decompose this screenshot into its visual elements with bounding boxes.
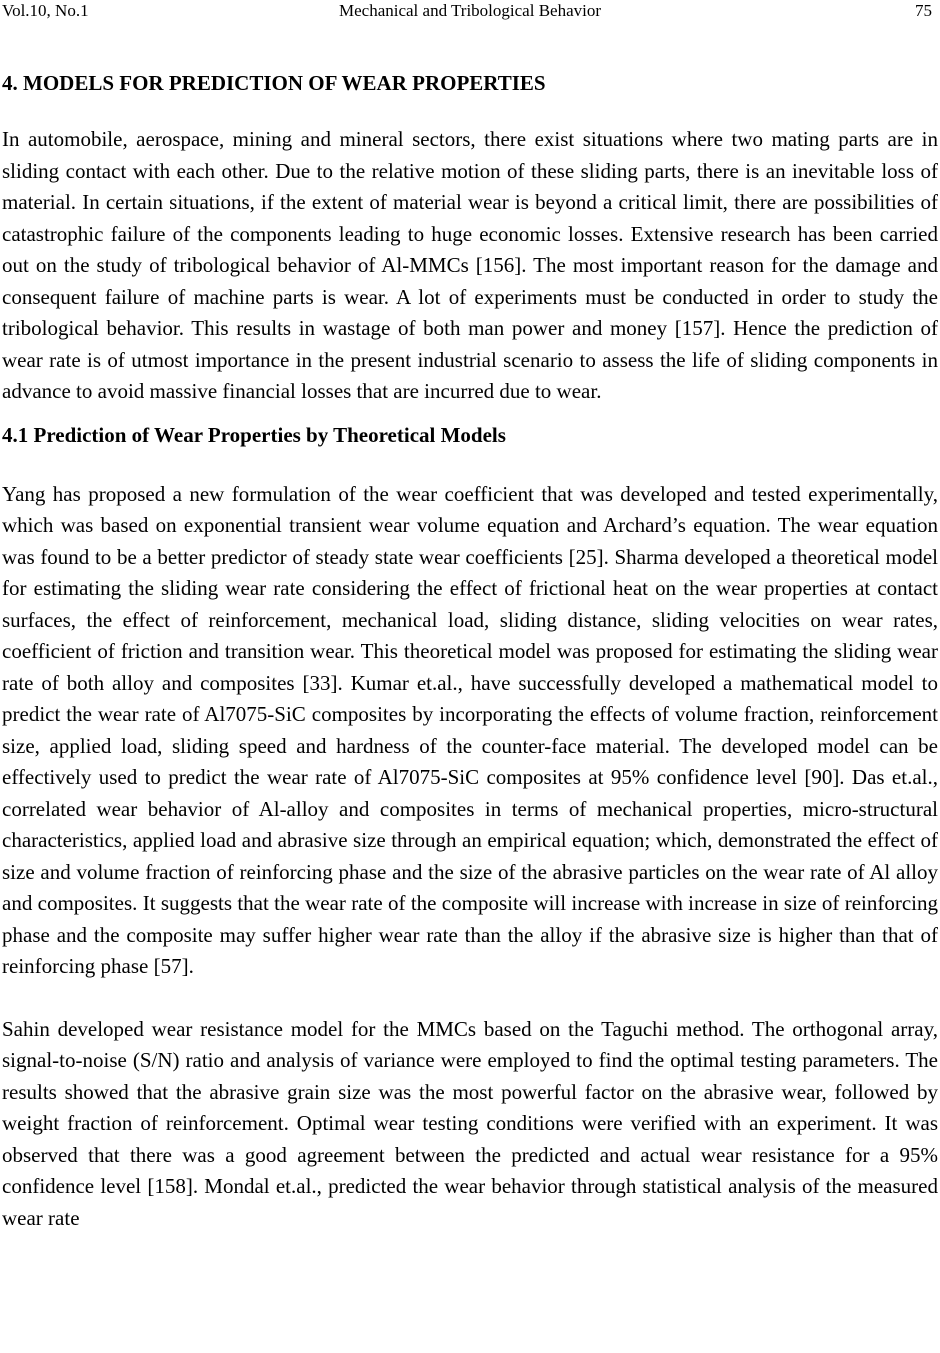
subsection-paragraph: Sahin developed wear resistance model for the MMCs based on the Taguchi method. The orthogonal array, signal-to-noise (S/N) ratio and analysis of variance were employed to find the optimal testing parameters. The results showed that the abrasive grain size was the most powerful factor on the abrasive wear, followed by weight fraction of reinforcement. Optimal wear testing conditions were verified with an experiment. It was observed that there was a good agreement between the predicted and actual wear resistance for a 95% confidence level [158]. Mondal et.al., predicted the wear behavior through statistical analysis of the measured wear rate: [2, 1016, 938, 1230]
section-paragraph: In automobile, aerospace, mining and mineral sectors, there exist situations where two mating parts are in sliding contact with each other. Due to the relative motion of these sliding parts, there is an inevitable loss of material. In certain situations, if the extent of material wear is beyond a critical limit, there are possibilities of catastrophic failure of the components leading to huge economic losses. Extensive research has been carried out on the study of tribological behavior of Al-MMCs [156]. The most important reason for the damage and consequent failure of machine parts is wear. A lot of experiments must be conducted in order to study the tribological behavior. This results in wastage of both man power and money [157]. Hence the prediction of wear rate is of utmost importance in the present industrial scenario to assess the life of sliding components in advance to avoid massive financial losses that are incurred due to wear.: [2, 127, 938, 403]
subsection-heading: 4.1 Prediction of Wear Properties by Theoretical Models: [2, 422, 506, 447]
section-heading: 4. MODELS FOR PREDICTION OF WEAR PROPERTIES: [2, 71, 546, 95]
volume-label: Vol.10, No.1: [2, 1, 89, 20]
page-number: 75: [915, 1, 932, 20]
journal-title: Mechanical and Tribological Behavior: [338, 1, 602, 20]
running-header: [2, 0, 938, 22]
subsection-paragraph: Yang has proposed a new formulation of the wear coefficient that was developed and tested experimentally, which was based on exponential transient wear volume equation and Archard’s equation. The wear equation was found to be a better predictor of steady state wear coefficients [25]. Sharma developed a theoretical model for estimating the sliding wear rate considering the effect of frictional heat on the wear properties at contact surfaces, the effect of reinforcement, mechanical load, sliding distance, sliding velocities on wear rates, coefficient of friction and transition wear. This theoretical model was proposed for estimating the sliding wear rate of both alloy and composites [33]. Kumar et.al., have successfully developed a mathematical model to predict the wear rate of Al7075-SiC composites by incorporating the effects of volume fraction, reinforcement size, applied load, sliding speed and hardness of the counter-face material. The developed model can be effectively used to predict the wear rate of Al7075-SiC composites at 95% confidence level [90]. Das et.al., correlated wear behavior of Al-alloy and composites in terms of mechanical properties, micro-structural characteristics, applied load and abrasive size through an empirical equation; which, demonstrated the effect of size and volume fraction of reinforcing phase and the size of the abrasive particles on the wear rate of Al alloy and composites. It suggests that the wear rate of the composite will increase with increase in size of reinforcing phase and the composite may suffer higher wear rate than the alloy if the abrasive size is higher than that of reinforcing phase [57].: [2, 481, 938, 978]
document-page: [2, 0, 938, 1234]
